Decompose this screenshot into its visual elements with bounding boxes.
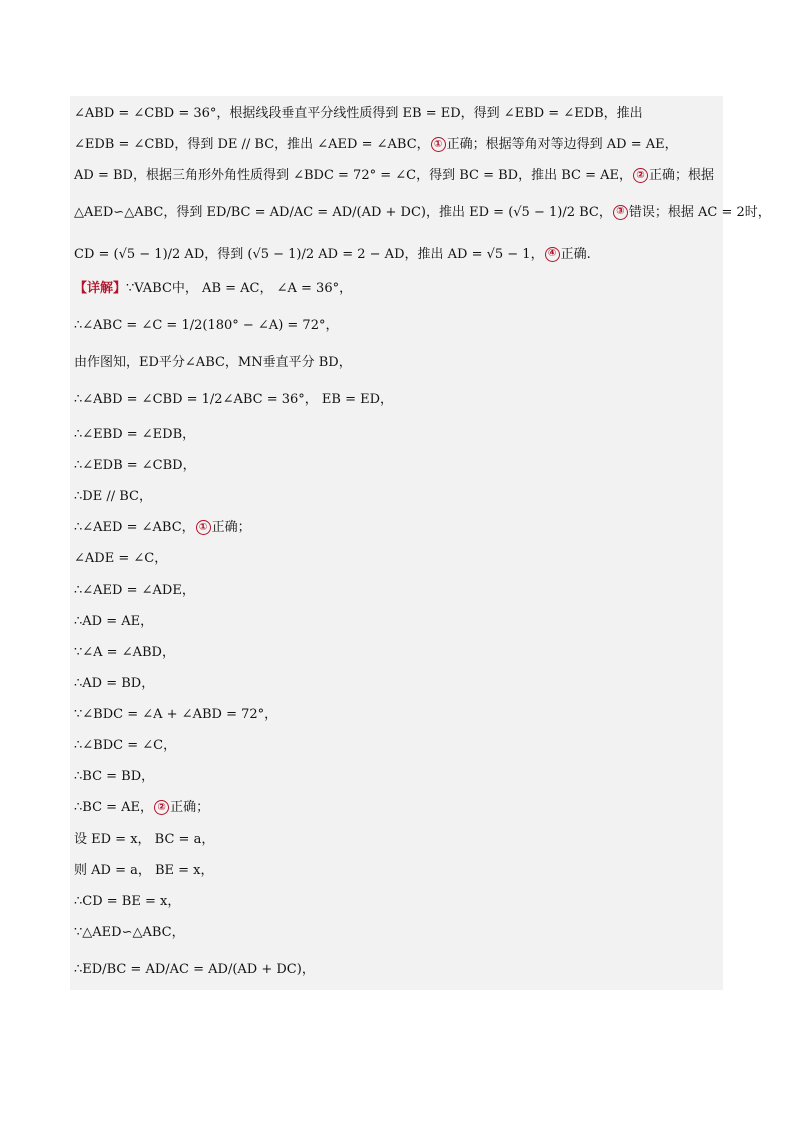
line-17-text: ∵∠A = ∠ABD， [74, 645, 175, 660]
line-7-text: ∴∠ABC = ∠C = 1/2(180° − ∠A) = 72°， [74, 317, 339, 333]
marker-2: ② [633, 168, 648, 183]
solution-line-6 [74, 273, 352, 304]
line-13-text-b: 正确； [211, 520, 251, 535]
solution-line-18 [74, 668, 154, 699]
line-14-text: ∠ADE = ∠C， [74, 551, 168, 566]
solution-line-1 [74, 98, 643, 129]
line-5-text-b: 正确. [560, 246, 591, 262]
line-13-text-a: ∴∠AED = ∠ABC， [74, 520, 195, 535]
marker-2b: ② [154, 800, 169, 815]
marker-1b: ① [196, 520, 211, 535]
line-24-text: 则 AD = a， BE = x， [74, 863, 214, 878]
line-21-text: ∴BC = BD， [74, 769, 155, 784]
solution-line-15 [74, 575, 195, 606]
line-1-text: ∠ABD = ∠CBD = 36°，根据线段垂直平分线性质得到 EB = ED，得到 ∠EBD = ∠EDB，推出 [74, 106, 643, 121]
solution-line-24 [74, 855, 214, 886]
solution-line-10 [74, 419, 195, 450]
line-5-text-a: CD = (√5 − 1)/2 AD，得到 (√5 − 1)/2 AD = 2 − AD，推出 AD = √5 − 1， [74, 246, 544, 262]
solution-line-12 [74, 481, 152, 512]
line-2-text-b: 正确；根据等角对等边得到 AD = AE， [446, 137, 678, 152]
marker-3: ③ [613, 205, 628, 220]
solution-line-11 [74, 450, 196, 481]
solution-line-4 [74, 194, 771, 230]
line-19-text: ∵∠BDC = ∠A + ∠ABD = 72°， [74, 707, 278, 722]
solution-line-19 [74, 699, 277, 730]
line-11-text: ∴∠EDB = ∠CBD， [74, 458, 196, 473]
line-9-text: ∴∠ABD = ∠CBD = 1/2∠ABC = 36°， EB = ED， [74, 391, 394, 407]
line-12-text: ∴DE // BC， [74, 489, 152, 504]
line-16-text: ∴AD = AE， [74, 614, 154, 629]
solution-line-23 [74, 824, 214, 855]
line-22-text-b: 正确； [170, 800, 210, 815]
line-2-text-a: ∠EDB = ∠CBD，得到 DE // BC，推出 ∠AED = ∠ABC， [74, 137, 430, 152]
line-20-text: ∴∠BDC = ∠C， [74, 738, 177, 753]
line-22-text-a: ∴BC = AE， [74, 800, 154, 815]
solution-line-2 [74, 129, 678, 160]
detail-tag: 【详解】 [74, 281, 127, 296]
solution-line-5 [74, 236, 591, 272]
solution-line-20 [74, 730, 176, 761]
solution-line-9 [74, 381, 393, 417]
line-26-text: ∵△AED∽△ABC， [74, 925, 185, 940]
solution-line-25 [74, 886, 180, 917]
marker-1: ① [431, 137, 446, 152]
solution-line-7 [74, 307, 338, 343]
marker-4: ④ [545, 247, 560, 262]
solution-line-3 [74, 160, 714, 191]
line-27-text: ∴ED/BC = AD/AC = AD/(AD + DC)， [74, 961, 315, 977]
line-4-text-b: 错误；根据 AC = 2时， [628, 204, 771, 220]
line-15-text: ∴∠AED = ∠ADE， [74, 583, 195, 598]
solution-line-13 [74, 512, 251, 543]
line-3-text-a: AD = BD，根据三角形外角性质得到 ∠BDC = 72° = ∠C，得到 BC = BD，推出 BC = AE， [74, 168, 633, 183]
line-10-text: ∴∠EBD = ∠EDB， [74, 427, 196, 442]
line-25-text: ∴CD = BE = x， [74, 894, 181, 909]
line-23-text: 设 ED = x， BC = a， [74, 832, 215, 847]
solution-line-22 [74, 792, 209, 823]
line-4-text-a: △AED∽△ABC，得到 ED/BC = AD/AC = AD/(AD + DC)，推出 ED = (√5 − 1)/2 BC， [74, 204, 612, 220]
solution-line-14 [74, 543, 167, 574]
solution-line-26 [74, 917, 185, 948]
line-18-text: ∴AD = BD， [74, 676, 155, 691]
solution-line-21 [74, 761, 154, 792]
solution-line-17 [74, 637, 175, 668]
solution-line-27 [74, 951, 315, 987]
line-6-text: ∵VABC中， AB = AC， ∠A = 36°， [126, 281, 353, 296]
line-3-text-b: 正确；根据 [649, 168, 715, 183]
line-8-text: 由作图知，ED平分∠ABC，MN垂直平分 BD， [74, 355, 352, 370]
solution-line-8 [74, 347, 352, 378]
solution-line-16 [74, 606, 153, 637]
